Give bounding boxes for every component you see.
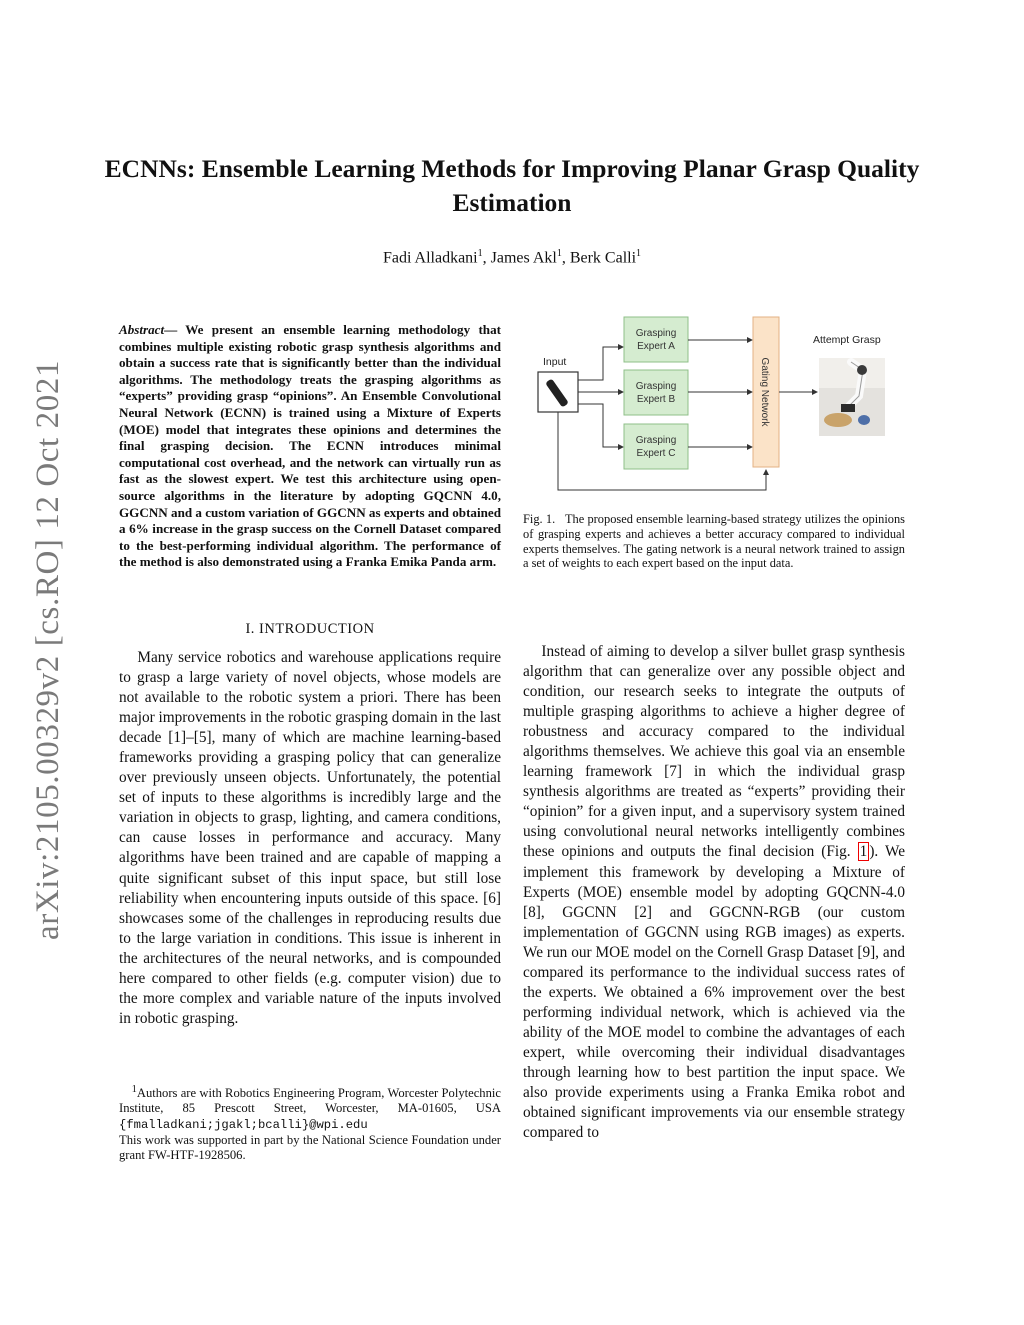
connector-arrow — [578, 347, 623, 380]
expert-label: Grasping — [635, 381, 677, 392]
output-label: Attempt Grasp — [813, 334, 881, 346]
arxiv-identifier: arXiv:2105.00329v2 [cs.RO] 12 Oct 2021 — [30, 359, 66, 940]
abstract-label: Abstract — [119, 322, 165, 337]
caption-text: The proposed ensemble learning-based strategy utilizes the opinions of grasping experts and achieves a better accuracy compared to individual experts themselves. The gating network is a neural network trained to assign a set of weights to each expert based on the input data. — [523, 512, 905, 571]
connector-arrow — [578, 404, 623, 447]
footnote — [119, 1082, 501, 1164]
author-name: Berk Calli — [569, 249, 637, 267]
author-separator: , — [482, 249, 491, 267]
paragraph-segment: ). We implement this framework by developing a Mixture of Experts (MOE) ensemble model by adopting GQCNN-4.0 [8], GGCNN [2] and GGCNN-RGB (our custom implementation of GGCNN using RGB images) as experts. We run our MOE model on the Cornell Grasp Dataset [9], and compared its performance to the individual success rates of the experts. We obtained a 6% improvement over the best performing individual network, which is achieved via the ability of the MOE model to combine the advantages of each expert, while overcoming their individual disadvantages through learning how to best partition the input space. We also provide experiments using a Franka Emika robot and obtained significant improvements via our ensemble strategy compared to — [523, 843, 906, 1142]
right-column-paragraph — [523, 642, 905, 1143]
author-name: Fadi Alladkani — [382, 249, 478, 267]
expert-box-a — [624, 317, 688, 362]
author-separator: , — [561, 249, 570, 267]
object-icon — [824, 413, 852, 427]
paragraph-text: Many service robotics and warehouse applications require to grasp a large variety of novel objects, whose models are not available to the robotic system a priori. There has been major improvements in the robotic grasping domain in the last decade [1]–[5], many of which are machine learning-based frameworks providing a grasping policy that can generalize over previously unseen objects. Unfortunately, the potential set of inputs to these algorithms is incredibly large and the variation in objects to grasp, lighting, and camera conditions, can cause losses in performance and accuracy. Many algorithms have been trained and are capable of mapping a quite significant subset of this input space, but still lose reliability when encountering inputs outside of this space. [6] showcases some of the challenges in reproducing results due to the large variation in conditions. This issue is inherent in the architectures of the neural networks, and is compounded here compared to other fields (e.g. computer vision) due to the more complex and variable nature of the inputs involved in robotic grasping. — [119, 649, 501, 1027]
paragraph-segment: Instead of aiming to develop a silver bullet grasp synthesis algorithm that can generalize over any possible object and condition, our research seeks to integrate the outputs of multiple grasping algorithms to achieve a higher degree of robustness and accuracy compared to the individual algorithms themselves. We achieve this goal via an ensemble learning framework [7] in which the individual grasp synthesis algorithms are treated as “experts” providing their “opinion” for a given input, and a supervisory system trained using convolutional neural networks intelligently combines these opinions and outputs the final decision (Fig. — [523, 643, 905, 861]
footnote-funding: This work was supported in part by the National Science Foundation under grant FW-HTF-1928506. — [119, 1133, 501, 1163]
intro-paragraph — [119, 648, 501, 1029]
figure-caption — [523, 512, 905, 571]
gripper-icon — [841, 404, 855, 412]
expert-label: Expert A — [637, 341, 675, 352]
expert-label: Expert B — [636, 394, 676, 405]
expert-label: Expert C — [636, 448, 676, 459]
section-heading: I. INTRODUCTION — [245, 621, 375, 637]
expert-box-b — [624, 370, 688, 415]
object-icon — [858, 415, 870, 425]
affiliation-mark: 1 — [556, 248, 562, 259]
author-name: James Akl — [490, 249, 557, 267]
footnote-mark: 1 — [131, 1084, 137, 1095]
abstract — [119, 322, 501, 571]
paper-title: ECNNs: Ensemble Learning Methods for Improving Planar Grasp Quality Estimation — [104, 154, 920, 217]
robot-joint-icon — [857, 365, 867, 375]
footnote-emails: {fmalladkani;jgakl;bcalli}@wpi.edu — [119, 1117, 368, 1132]
footnote-text: Authors are with Robotics Engineering Program, Worcester Polytechnic Institute, 85 Prescott Street, Worcester, MA-01605, USA — [119, 1086, 501, 1116]
caption-label: Fig. 1. — [523, 512, 556, 526]
abstract-dash: — — [164, 322, 186, 337]
expert-label: Grasping — [635, 328, 677, 339]
expert-label: Grasping — [635, 435, 677, 446]
gating-network-label: Gating Network — [759, 357, 770, 427]
footnote-affiliation — [119, 1082, 501, 1133]
author-list — [100, 248, 924, 267]
figure-reference-link[interactable]: 1 — [859, 843, 868, 861]
input-label: Input — [543, 356, 567, 368]
paragraph-text — [523, 642, 905, 1143]
expert-box-c — [624, 424, 688, 469]
affiliation-mark: 1 — [636, 248, 642, 259]
figure-diagram — [523, 310, 913, 505]
affiliation-mark: 1 — [477, 248, 483, 259]
abstract-text: We present an ensemble learning methodology that combines multiple existing robotic grasp synthesis algorithms and obtain a success rate that is significantly better than the individual algorithms. The methodology treats the grasping algorithms as “experts” providing grasp “opinions”. An Ensemble Convolutional Neural Network (ECNN) is trained using a Mixture of Experts (MOE) model that integrates these opinions and determines the final grasping decision. The ECNN introduces minimal computational cost overhead, and the network can virtually run as fast as the slowest expert. We test this architecture using open-source algorithms in the literature by adopting GQCNN 4.0, GGCNN and a custom variation of GGCNN as experts and obtained a 6% increase in the grasp success on the Cornell Dataset compared to the best-performing individual algorithm. The performance of the method is also demonstrated using a Franka Emika Panda arm. — [119, 322, 501, 570]
